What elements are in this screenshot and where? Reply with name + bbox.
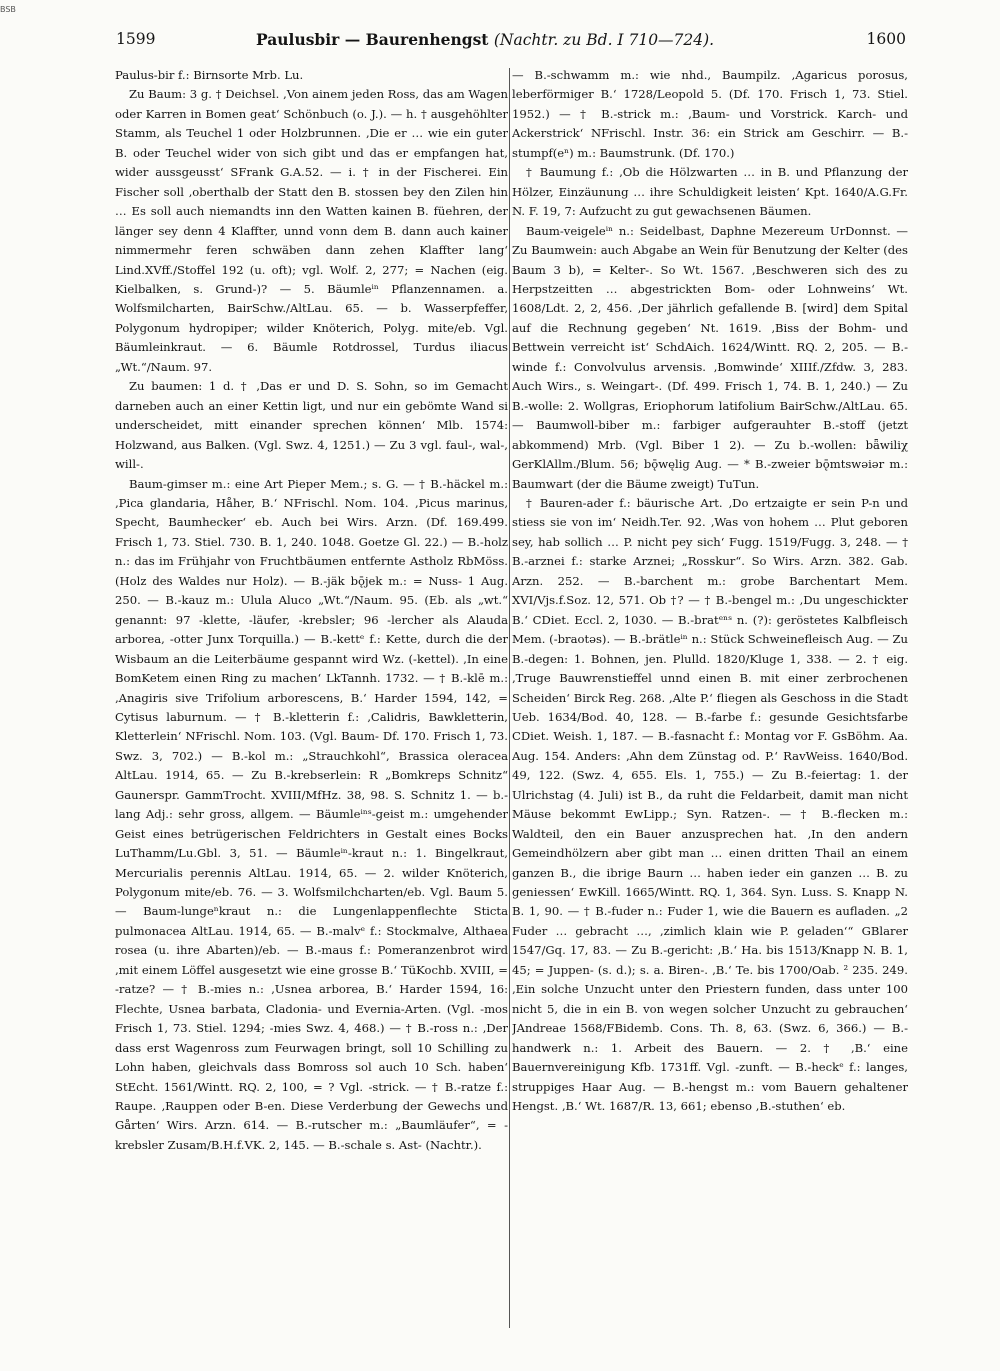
- entry-paragraph: Paulus-bir f.: Birnsorte Mrb. Lu.: [115, 68, 304, 82]
- running-title-note: (Nachtr. zu Bd. I 710—724).: [493, 31, 715, 49]
- entry-paragraph: † Bauren-ader f.: bäurische Art. ‚Do ertzaigte er sein P-n und stiess sie von im‘ Neidh.Ter. 92. ‚Was von hohem … Plut geboren sey, hab sollich … P. nicht pey sich‘ Fugg. 1519/Fugg. 3, 248. — † B.-arznei f.: starke Arznei; „Rosskur“. So Wirs. Arzn. 382. Gab. Arzn. 252. — B.-barchent m.: grobe Barchentart Mem. XVI/Vjs.f.Soz. 12, 571. Ob †? — † B.-bengel m.: ‚Du ungeschickter B.‘ CDiet. Eccl. 2, 1030. — B.-bratᵉⁿˢ n. (?): geröstetes Kalbfleisch Mem. (-braotəs). — B.-brätleⁱⁿ n.: Stück Schweinefleisch Aug. — Zu B.-degen: 1. Bohnen, jen. Plulld. 1820/Kluge 1, 338. — 2. † eig. ‚Truge Bauwrenstieffel unnd einen B. mit einer zerbrochenen Scheiden‘ Birck Reg. 268. ‚Alte P.‘ fliegen als Geschoss in die Stadt Ueb. 1634/Bod. 40, 128. — B.-farbe f.: gesunde Gesichtsfarbe CDiet. Weish. 1, 187. — B.-fasnacht f.: Montag vor F. GsBöhm. Aa. Aug. 154. Anders: ‚Ahn dem Zünstag od. P.‘ RavWeiss. 1640/Bod. 49, 122. (Swz. 4, 655. Els. 1, 755.) — Zu B.-feiertag: 1. der Ulrichstag (4. Juli) ist B., da ruht die Feldarbeit, damit man nicht Mäuse bekommt EwLipp.; Syn. Ratzen-. — † B.-flecken m.: Waldteil, den ein Bauer anzusprechen hat. ‚In den andern Gemeindhölzern aber gibt man … einen dritten Thail an einem ganzen B., die ibrige Baurn … haben ieder ein ganzen … B. zu geniessen‘ EwKill. 1665/Wintt. RQ. 1, 364. Syn. Luss. S. Knapp N. B. 1, 90. — † B.-fuder n.: Fuder 1, wie die Bauern es aufladen. „2 Fuder … gebracht …, ‚zimlich klain wie P. geladen‘“ GBlarer 1547/Gq. 17, 83. — Zu B.-gericht: ‚B.‘ Ha. bis 1513/Knapp N. B. 1, 45; = Juppen- (s. d.); s. a. Biren-. ‚B.‘ Te. bis 1700/Oab. ² 235. 249. ‚Ein solche Unzucht unter den Priestern funden, dass unter 100 nicht 5, die in ein B. von wegen solcher Unzucht zu gebrauchen‘ JAndreae 1568/FBidemb. Cons. Th. 8, 63. (Swz. 6, 366.) — B.-handwerk n.: 1. Arbeit des Bauern. — 2. † ‚B.‘ eine Bauernvereinigung Kfb. 1731ff. Vgl. -zunft. — B.-heckᵉ f.: langes, struppiges Haar Aug. — B.-hengst m.: vom Bauern gehaltener Hengst. ‚B.‘ Wt. 1687/R. 13, 661; ebenso ‚B.-stuthen‘ eb.: [512, 495, 908, 1114]
- entry-paragraph: Zu Baum: 3 g. † Deichsel. ‚Von ainem jeden Ross, das am Wagen oder Karren in Bomen geat‘ Schönbuch (o. J.). — h. † ausgehöhlter Stamm, als Teuchel 1 oder Holzbrunnen. ‚Die er … wie ein guter B. oder Teuchel wider von sich gibt und das er empfangen hat, wider aussgeusst‘ SFrank G.A.52. — i. † in der Fischerei. Ein Fischer soll ‚oberthalb der Statt den B. stossen bey den Zilen hin … Es soll auch niemandts inn den Watten kainen B. füehren, der länger sey denn 4 Klaffter, unnd vonn dem B. dann auch kainer nimmermehr feren schwäben dann zehen Klaffter lang‘ Lind.XVff./Stoffel 192 (u. oft); vgl. Wolf. 2, 277; = Nachen (eig. Kielbalken, s. Grund-)? — 5. Bäumleⁱⁿ Pflanzennamen. a. Wolfsmilcharten, BairSchw./AltLau. 65. — b. Wasserpfeffer, Polygonum hydropiper; wilder Knöterich, Polyg. mite/eb. Vgl. Bäumleinkraut. — 6. Bäumle Rotdrossel, Turdus iliacus „Wt.“/Naum. 97.: [115, 87, 508, 374]
- entry-paragraph: † Baumung f.: ‚Ob die Hölzwarten … in B. und Pflanzung der Hölzer, Einzäunung … ihre Schuldigkeit leisten‘ Kpt. 1640/A.G.Fr. N. F. 19, 7: Aufzucht zu gut gewachsenen Bäumen.: [512, 165, 908, 219]
- page-header: [116, 30, 906, 52]
- running-title-text: Paulusbir — Baurenhengst: [256, 30, 489, 49]
- entry-paragraph: Zu baumen: 1 d. † ‚Das er und D. S. Sohn, so im Gemacht darneben auch an einer Kettin ligt, und nur ein gebömte Wand si underscheidet, mitt einander sprechen können‘ Mlb. 1574: Holzwand, aus Balken. (Vgl. Swz. 4, 1251.) — Zu 3 vgl. faul-, wal-, will-.: [115, 379, 508, 472]
- page-number-right: 1600: [866, 30, 906, 48]
- left-column: [115, 66, 508, 1336]
- running-title: [256, 30, 714, 49]
- right-column: [512, 66, 908, 1336]
- page-number-left: 1599: [116, 30, 156, 48]
- entry-paragraph: — B.-schwamm m.: wie nhd., Baumpilz. ‚Agaricus porosus, leberförmiger B.‘ 1728/Leopold 5. (Df. 170. Frisch 1, 73. Stiel. 1952.) — † B.-strick m.: ‚Baum- und Vorstrick. Karch- und Ackerstrick‘ NFrischl. Instr. 36: ein Strick am Geschirr. — B.-stumpf(eⁿ) m.: Baumstrunk. (Df. 170.): [512, 68, 908, 160]
- entry-paragraph: Baum-gimser m.: eine Art Pieper Mem.; s. G. — † B.-häckel m.: ‚Pica glandaria, Håher, B.‘ NFrischl. Nom. 104. ‚Picus marinus, Specht, Baumhecker‘ eb. Auch bei Wirs. Arzn. (Df. 169.499. Frisch 1, 73. Stiel. 730. B. 1, 240. 1048. Goetze Gl. 22.) — B.-holz n.: das im Frühjahr von Fruchtbäumen entfernte Astholz RbMöss. (Holz des Waldes nur Holz). — B.-jäk bǭjek m.: = Nuss- 1 Aug. 250. — B.-kauz m.: Ulula Aluco „Wt.“/Naum. 95. (Eb. als „wt.“ genannt: 97 -klette, -läufer, -krebsler; 96 -lercher als Alauda arborea, -otter Junx Torquilla.) — B.-kettᵉ f.: Kette, durch die der Wisbaum an die Leiterbäume gespannt wird Wz. (-kettel). ‚In eine BomKetem einen Ring zu machen‘ LkTannh. 1732. — † B.-klē m.: ‚Anagiris sive Trifolium arborescens, B.‘ Harder 1594, 142, = Cytisus laburnum. — † B.-kletterin f.: ‚Calidris, Bawkletterin, Kletterlein‘ NFrischl. Nom. 103. (Vgl. Baum- Df. 170. Frisch 1, 73. Swz. 3, 702.) — B.-kol m.: „Strauchkohl“, Brassica oleracea AltLau. 1914, 65. — Zu B.-krebserlein: R „Bomkreps Schnitz“ Gaunerspr. GammTrocht. XVIII/MfHz. 38, 98. S. Schnitz 1. — b.-lang Adj.: sehr gross, allgem. — Bäumleⁱⁿˢ-geist m.: umgehender Geist eines betrügerischen Feldrichters in Gestalt eines Bocks LuThamm/Lu.Gbl. 3, 51. — Bäumleⁱⁿ-kraut n.: 1. Bingelkraut, Mercurialis perennis AltLau. 1914, 65. — 2. wilder Knöterich, Polygonum mite/eb. 76. — 3. Wolfsmilchcharten/eb. Vgl. Baum 5. — Baum-lungeⁿkraut n.: die Lungenlappenflechte Sticta pulmonacea AltLau. 1914, 65. — B.-malvᵉ f.: Stockmalve, Althaea rosea (u. ihre Abarten)/eb. — B.-maus f.: Pomeranzenbrot wird ‚mit einem Löffel ausgesetzt wie eine grosse B.‘ TüKochb. XVIII, = -ratze? — † B.-mies n.: ‚Usnea arborea, B.‘ Harder 1594, 16: Flechte, Usnea barbata, Cladonia- und Evernia-Arten. (Vgl. -mos Frisch 1, 73. Stiel. 1294; -mies Swz. 4, 468.) — † B.-ross n.: ‚Der dass erst Wagenross zum Feurwagen bringt, soll 10 Schilling zu Lohn haben, gleichvals dass Bomross sol auch 10 Sch. haben‘ StEcht. 1561/Wintt. RQ. 2, 100, = ? Vgl. -strick. — † B.-ratze f.: Raupe. ‚Rauppen oder B-en. Diese Verderbung der Gewechs und Gårten‘ Wirs. Arzn. 614. — B.-rutscher m.: „Baumläufer“, = -krebsler Zusam/B.H.f.VK. 2, 145. — B.-schale s. Ast- (Nachtr.).: [115, 476, 508, 1152]
- library-tag: BSB: [0, 5, 16, 14]
- entry-paragraph: Baum-veigeleⁱⁿ n.: Seidelbast, Daphne Mezereum UrDonnst. — Zu Baumwein: auch Abgabe an Wein für Benutzung der Kelter (des Baum 3 b), = Kelter-. So Wt. 1567. ‚Beschweren sich des zu Herpstzeitten … abgestrickten Bom- oder Lohnweins‘ Wt. 1608/Ldt. 2, 2, 456. ‚Der jährlich gefallende B. [wird] dem Spital auf die Rechnung gegeben‘ Nt. 1619. ‚Biss der Bohm- und Bettwein verreicht ist‘ SchdAich. 1624/Wintt. RQ. 2, 205. — B.-winde f.: Convolvulus arvensis. ‚Bomwinde‘ XIIIf./Zfdw. 3, 283. Auch Wirs., s. Weingart-. (Df. 499. Frisch 1, 74. B. 1, 240.) — Zu B.-wolle: 2. Wollgras, Eriophorum latifolium BairSchw./AltLau. 65. — Baumwoll-biber m.: farbiger aufgerauhter B.-stoff (jetzt abkommend) Mrb. (Vgl. Biber 1 2). — Zu b.-wollen: bǟwiliχ GerKlAllm./Blum. 56; bǭwęliɡ Aug. — * B.-zweier bǭmtswəiər m.: Baumwart (der die Bäume zweigt) TuTun.: [512, 223, 908, 491]
- column-divider: [509, 68, 510, 1328]
